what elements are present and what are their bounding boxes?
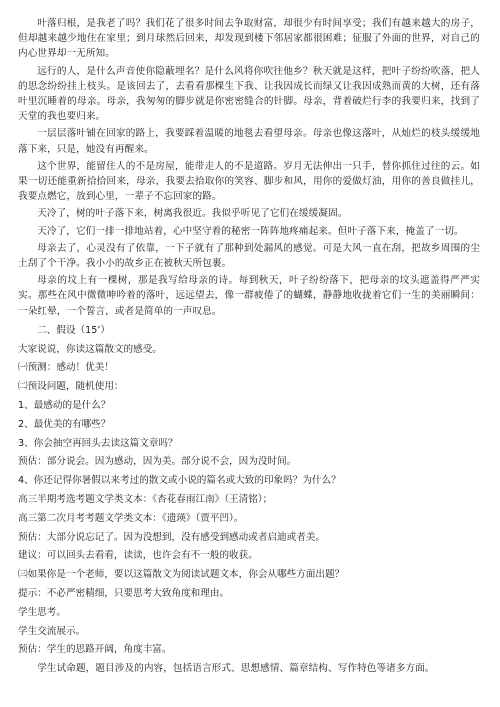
essay-section: [18, 16, 480, 319]
question-3: 3、你会抽空再回头去读这篇文章吗？: [18, 437, 178, 449]
paragraph-3: 一层层落叶铺在回家的路上，我要踩着温暖的地毯去看望母亲。母亲也像这落叶，从灿烂的枝头缓缓地落下来，只是，她没有再醒来。: [18, 128, 480, 155]
suggestion-line: 建议：可以回头去看看，读读，也许会有不一般的收获。: [18, 550, 258, 562]
paragraph-1: 叶落归根，是我老了吗？我们花了很多时间去争取财富，却很少有时间享受；我们有越来越大的房子，但却越来越少地住在家里；到月球然后回来，却发现到楼下邻居家都很困难；征服了外面的世界，对自己的内心世界却一无所知。: [18, 18, 480, 60]
paragraph-5: 天冷了，树的叶子落下来，树离我很近。我似乎听见了它们在缓缓凝固。: [37, 208, 348, 220]
question-4: 4、你还记得你暑假以来考过的散文或小说的篇名或大致的印象吗？为什么？: [18, 475, 341, 487]
prompt-line: 大家说说，你读这篇散文的感受。: [18, 343, 162, 355]
preset-questions-line: ㈡预设问题，随机使用：: [18, 381, 124, 393]
hint-line: 提示：不必严密精细，只要思考大致角度和理由。: [18, 588, 230, 600]
exam-text-2: 高三第二次月考考题文学类文本：《遗瑛》（贾平凹）。: [18, 512, 244, 524]
final-paragraph: 学生试命题，题目涉及的内容，包括语言形式、思想感情、篇章结构、写作特色等诸多方面。: [37, 663, 435, 675]
paragraph-6: 天冷了，它们一排一排地站着，心中坚守着的秘密一阵阵地疼痛起来。但叶子落下来，掩盖了一切。: [37, 225, 464, 237]
estimate-2: 预估：大部分说忘记了。因为没想到，没有感受到感动或者启迪或者美。: [18, 531, 325, 543]
paragraph-2: 远行的人，是什么声音使你隐蔽埋名？是什么风将你吹往他乡？秋天就是这样，把叶子纷纷吹落，把人的思念纷纷挂上枝头。是该回去了，去看看那棵生下我、让我因成长而绿又让我因成熟而黄的大树，还有落叶里沉睡着的母亲。母亲，我匆匆的脚步就是你密密缝合的针脚。母亲，背着破烂行李的我要归来，找到了天堂的我也要归来。: [18, 65, 480, 123]
prediction-line: ㈠预测：感动！优美！: [18, 362, 114, 374]
student-thinking-line: 学生思考。: [18, 606, 66, 618]
lesson-section: [18, 323, 480, 677]
exam-text-1: 高三半期考选考题文学类文本：《杏花春雨江南》（王清铭）；: [18, 494, 273, 506]
estimate-3: 预估：学生的思路开阔，角度丰富。: [18, 644, 172, 656]
estimate-1: 预估：部分说会。因为感动，因为美。部分说不会，因为没时间。: [18, 456, 297, 468]
student-sharing-line: 学生交流展示。: [18, 625, 86, 637]
paragraph-7: 母亲去了，心灵没有了依靠，一下子就有了那种到处漏风的感觉。可是大风一直在刮，把故乡周围的尘土刮了个干净。我小小的故乡正在被秋天所包裹。: [18, 242, 480, 270]
question-1: 1、最感动的是什么？: [18, 400, 111, 412]
teacher-question-line: ㈢如果你是一个老师，要以这篇散文为阅读试题文本，你会从哪些方面出题？: [18, 569, 345, 581]
section-heading: 二、假设（15’）: [37, 324, 111, 336]
paragraph-8: 母亲的坟上有一棵树，那是我写给母亲的诗。每到秋天，叶子纷纷落下，把母亲的坟头遮盖得严严实实。那些在风中微微呻吟着的落叶，远远望去，像一群疲倦了的蝴蝶，静静地收拢着它们一生的美丽瞬间：一朵红晕，一个誓言，或者是简单的一声叹息。: [18, 275, 480, 317]
paragraph-4: 这个世界，能留住人的不是房屋，能带走人的不是道路。岁月无法伸出一只手，替你抓住过往的云。如果一切还能重新拾拾回来，母亲，我要去拾取你的笑容、脚步和风，用你的爱做灯油，用你的善良做挂儿，我要点燃它，放到心里，一辈子不忘回家的路。: [18, 160, 480, 203]
question-2: 2、最优美的有哪些？: [18, 418, 111, 430]
